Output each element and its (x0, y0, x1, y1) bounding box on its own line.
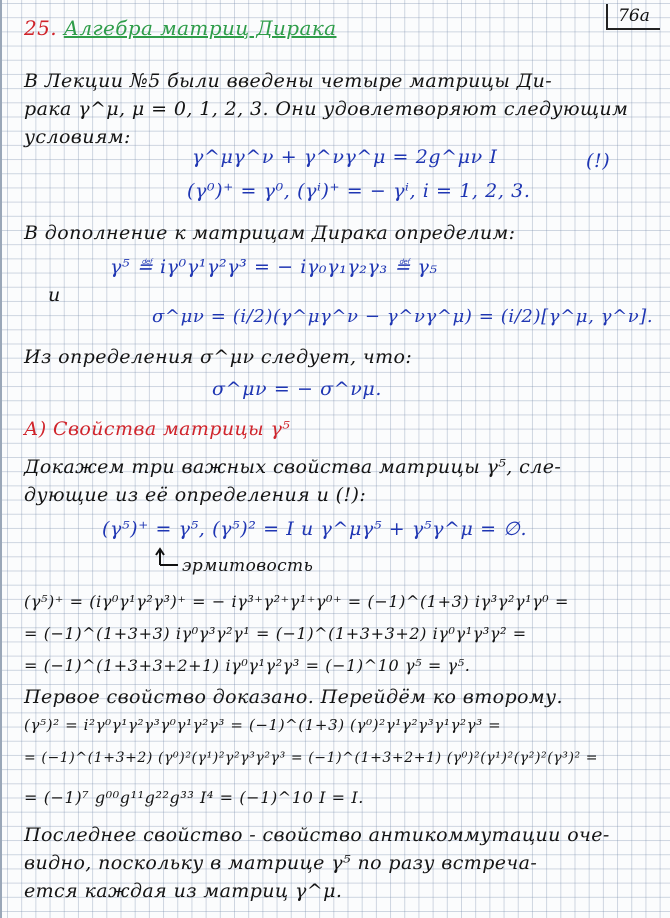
arrow-icon (154, 547, 178, 569)
section-heading (24, 16, 658, 40)
text-line-9: Последнее свойство - свойство антикоммутации оче- (24, 824, 610, 846)
section-title: Алгебра матриц Дирака (63, 16, 337, 40)
text-line-4: В дополнение к матрицам Дирака определим: (24, 222, 516, 244)
anticommutation-relation: γ^μγ^ν + γ^νγ^μ = 2g^μν I (192, 146, 498, 168)
conjunction: и (48, 284, 61, 306)
text-line-8: Первое свойство доказано. Перейдём ко второму. (24, 686, 563, 708)
subsection-heading: А) Свойства матрицы γ⁵ (24, 418, 291, 440)
text-line-10: видно, поскольку в матрице γ⁵ по разу встреча- (24, 852, 538, 874)
text-line-11: ется каждая из матриц γ^μ. (24, 880, 343, 902)
section-number: 25. (24, 16, 58, 40)
proof-line-5: = (−1)^(1+3+2) (γ⁰)²(γ¹)²γ²γ³γ²γ³ = (−1)^(1+3+2+1) (γ⁰)²(γ¹)²(γ²)²(γ³)² = (24, 750, 599, 766)
text-line-3: условиям: (24, 126, 131, 148)
proof-line-2: = (−1)^(1+3+3) iγ⁰γ³γ²γ¹ = (−1)^(1+3+3+2) iγ⁰γ¹γ³γ² = (24, 624, 527, 643)
proof-line-4: (γ⁵)² = i²γ⁰γ¹γ²γ³γ⁰γ¹γ²γ³ = (−1)^(1+3) (γ⁰)²γ¹γ²γ³γ¹γ²γ³ = (24, 716, 502, 734)
text-line-7: дующие из её определения и (!): (24, 484, 367, 506)
gamma5-definition: γ⁵ ≝ iγ⁰γ¹γ²γ³ = − iγ₀γ₁γ₂γ₃ ≝ γ₅ (110, 256, 438, 278)
gamma5-properties: (γ⁵)⁺ = γ⁵, (γ⁵)² = I и γ^μγ⁵ + γ⁵γ^μ = ∅. (102, 518, 528, 540)
hermiticity-conditions: (γ⁰)⁺ = γ⁰, (γⁱ)⁺ = − γⁱ, i = 1, 2, 3. (187, 180, 531, 202)
text-line-1: В Лекции №5 были введены четыре матрицы Ди- (24, 70, 553, 92)
sigma-antisymmetry: σ^μν = − σ^νμ. (212, 378, 382, 400)
equation-marker: (!) (586, 150, 611, 172)
proof-line-6: = (−1)⁷ g⁰⁰g¹¹g²²g³³ I⁴ = (−1)^10 I = I. (24, 788, 364, 807)
hermiticity-label: эрмитовость (182, 556, 314, 576)
sigma-definition: σ^μν = (i/2)(γ^μγ^ν − γ^νγ^μ) = (i/2)[γ^μ, γ^ν]. (152, 306, 654, 327)
proof-line-3: = (−1)^(1+3+3+2+1) iγ⁰γ¹γ²γ³ = (−1)^10 γ⁵ = γ⁵. (24, 656, 471, 675)
text-line-2: рака γ^μ, μ = 0, 1, 2, 3. Они удовлетворяют следующим (24, 98, 629, 120)
text-line-6: Докажем три важных свойства матрицы γ⁵, сле- (24, 456, 562, 478)
proof-line-1: (γ⁵)⁺ = (iγ⁰γ¹γ²γ³)⁺ = − iγ³⁺γ²⁺γ¹⁺γ⁰⁺ = (−1)^(1+3) iγ³γ²γ¹γ⁰ = (24, 592, 570, 611)
page-number: 76а (606, 4, 660, 30)
text-line-5: Из определения σ^μν следует, что: (24, 346, 413, 368)
